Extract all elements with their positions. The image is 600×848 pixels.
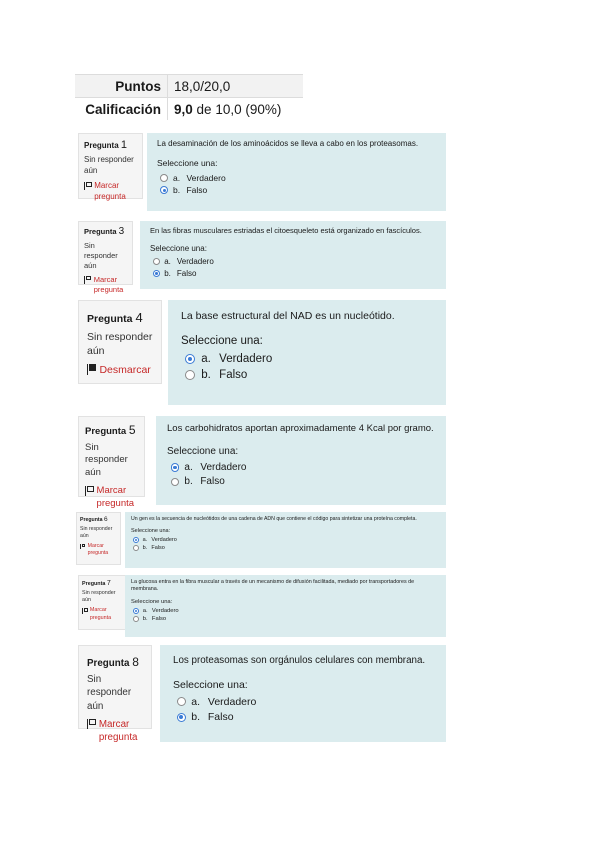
question-info (78, 416, 145, 509)
flag-outline-icon (84, 182, 91, 190)
option-letter: b. (191, 711, 201, 724)
radio-checked[interactable] (133, 608, 139, 614)
question-label: Pregunta (85, 426, 127, 437)
question-label: Pregunta (84, 227, 117, 236)
question-state: Sin responder aún (80, 526, 113, 540)
question-number (80, 516, 117, 525)
answer-option-falso[interactable] (133, 545, 440, 551)
points-label: Puntos (75, 75, 168, 98)
radio-unchecked[interactable] (177, 697, 186, 706)
option-letter: a. (191, 695, 201, 708)
question-number (84, 138, 137, 153)
option-label: Verdadero (219, 352, 273, 365)
option-label: Falso (207, 711, 234, 724)
answer-option-verdadero[interactable] (160, 173, 436, 183)
answer-option-verdadero[interactable] (185, 353, 433, 365)
question-info (78, 221, 133, 294)
answer-option-falso[interactable] (133, 616, 440, 622)
question-text: La base estructural del NAD es un nucleótido. (181, 310, 395, 322)
radio-checked[interactable] (153, 270, 160, 277)
question-content (125, 575, 446, 637)
flag-question-link[interactable] (84, 181, 137, 203)
question-number-value: 5 (128, 423, 136, 437)
option-letter: b. (201, 368, 211, 381)
question-text: Un gen es la secuencia de nucleótidos de una cadena de ADN que contiene el código para sintetizar una proteína completa. (131, 516, 417, 522)
flag-outline-icon (87, 719, 96, 729)
radio-unchecked[interactable] (133, 616, 139, 622)
option-letter: b. (142, 615, 148, 622)
option-label: Falso (219, 368, 248, 381)
question-label: Pregunta (87, 313, 133, 325)
answer-option-falso[interactable] (160, 185, 436, 195)
summary-table (75, 74, 303, 120)
flag-label: Marcar pregunta (87, 542, 109, 556)
question-info (78, 133, 143, 199)
question-label: Pregunta (84, 141, 119, 150)
option-letter: a. (172, 172, 181, 183)
question-number (84, 225, 127, 239)
question-state: Sin responder aún (82, 590, 116, 604)
question-number (87, 654, 143, 670)
question-state: Sin responder aún (85, 441, 128, 479)
answer-prompt: Seleccione una: (167, 445, 239, 457)
answer-option-falso[interactable] (171, 476, 435, 487)
answer-option-falso[interactable] (177, 711, 433, 723)
flag-question-link[interactable] (82, 607, 122, 622)
flag-outline-icon (82, 608, 87, 614)
radio-checked[interactable] (185, 354, 195, 364)
flag-label: Marcar pregunta (93, 274, 124, 294)
flag-question-link[interactable] (84, 275, 127, 295)
answer-prompt: Seleccione una: (131, 598, 173, 605)
flag-label: Marcar pregunta (94, 180, 126, 201)
option-letter: b. (184, 476, 193, 488)
option-letter: b. (142, 545, 148, 552)
question-info (78, 300, 162, 384)
radio-checked[interactable] (171, 463, 180, 472)
option-letter: a. (201, 352, 211, 365)
answer-option-verdadero[interactable] (133, 537, 440, 543)
summary-row-grade (75, 98, 303, 121)
answer-prompt: Seleccione una: (181, 335, 263, 348)
radio-checked[interactable] (133, 537, 139, 543)
option-letter: b. (172, 185, 181, 196)
question-content (160, 645, 446, 742)
flag-question-link[interactable] (87, 718, 143, 744)
question-state: Sin responder aún (84, 155, 134, 176)
option-letter: b. (164, 268, 171, 278)
answer-prompt: Seleccione una: (150, 244, 207, 253)
option-label: Falso (186, 185, 208, 196)
question-info (76, 512, 121, 565)
question-label: Pregunta (87, 658, 130, 669)
question-content (125, 512, 446, 568)
radio-unchecked[interactable] (171, 478, 180, 487)
question-label: Pregunta (80, 517, 103, 523)
radio-checked[interactable] (177, 713, 186, 722)
answer-prompt: Seleccione una: (157, 158, 218, 169)
flag-label: Desmarcar (99, 364, 151, 377)
grade-label: Calificación (75, 98, 168, 121)
flag-outline-icon (84, 276, 91, 284)
option-label: Verdadero (186, 172, 226, 183)
answer-option-verdadero[interactable] (177, 696, 433, 708)
option-label: Verdadero (207, 695, 257, 708)
question-number-value: 1 (120, 139, 128, 151)
option-letter: a. (184, 462, 193, 473)
question-state: Sin responder aún (87, 674, 132, 712)
grade-value-score: 9,0 (174, 101, 193, 117)
radio-checked[interactable] (160, 186, 168, 194)
grade-value-rest: de 10,0 (90%) (196, 101, 282, 117)
grade-value (168, 98, 304, 121)
question-info (78, 575, 126, 630)
answer-prompt: Seleccione una: (173, 678, 248, 691)
unflag-question-link[interactable] (87, 363, 153, 377)
answer-option-verdadero[interactable] (171, 462, 435, 473)
question-number-value: 8 (132, 655, 139, 669)
answer-option-verdadero[interactable] (133, 608, 440, 614)
option-label: Falso (200, 476, 225, 488)
flag-question-link[interactable] (85, 485, 138, 511)
question-content (140, 221, 446, 289)
option-label: Verdadero (176, 257, 214, 267)
flag-question-link[interactable] (80, 543, 117, 557)
answer-option-falso[interactable] (185, 369, 433, 381)
question-number-value: 3 (118, 226, 125, 237)
flag-outline-icon (80, 544, 85, 549)
option-label: Falso (151, 615, 167, 622)
question-number-value: 4 (135, 310, 143, 325)
answer-option-falso[interactable] (153, 269, 436, 278)
flag-outline-icon (85, 486, 94, 496)
question-number (82, 579, 122, 588)
option-letter: a. (142, 607, 148, 614)
radio-unchecked[interactable] (185, 370, 195, 380)
question-text: La desaminación de los aminoácidos se lleva a cabo en los proteasomas. (157, 139, 419, 148)
answer-prompt: Seleccione una: (131, 528, 171, 535)
question-content (168, 300, 446, 405)
radio-unchecked[interactable] (153, 258, 160, 265)
option-label: Falso (176, 268, 197, 278)
option-label: Verdadero (151, 607, 179, 614)
flag-label: Marcar pregunta (98, 718, 138, 743)
question-state: Sin responder aún (87, 330, 153, 357)
question-number (85, 422, 138, 439)
question-text: La glucosa entra en la fibra muscular a través de un mecanismo de difusión facilitada, mediado por transportadores de membrana. (131, 579, 415, 593)
radio-unchecked[interactable] (160, 174, 168, 182)
question-number-value: 7 (106, 580, 111, 587)
option-label: Verdadero (200, 462, 247, 473)
radio-unchecked[interactable] (133, 545, 139, 551)
question-state: Sin responder aún (84, 240, 118, 270)
points-value: 18,0/20,0 (168, 75, 304, 98)
option-label: Falso (151, 545, 165, 552)
option-letter: a. (164, 257, 171, 267)
question-content (156, 416, 446, 505)
question-number-value: 6 (103, 516, 108, 523)
question-content (147, 133, 446, 211)
option-label: Verdadero (151, 537, 177, 544)
question-number (87, 309, 153, 327)
option-letter: a. (142, 537, 148, 544)
flag-label: Marcar pregunta (96, 484, 135, 509)
flag-filled-icon (87, 364, 96, 375)
answer-option-verdadero[interactable] (153, 257, 436, 266)
question-text: Los carbohidratos aportan aproximadamente 4 Kcal por gramo. (167, 423, 434, 434)
question-text: En las fibras musculares estriadas el citoesqueleto está organizado en fascículos. (150, 226, 422, 235)
question-info (78, 645, 152, 743)
question-label: Pregunta (82, 581, 106, 587)
flag-label: Marcar pregunta (89, 607, 112, 621)
summary-row-points (75, 75, 303, 98)
question-text: Los proteasomas son orgánulos celulares con membrana. (173, 655, 426, 666)
